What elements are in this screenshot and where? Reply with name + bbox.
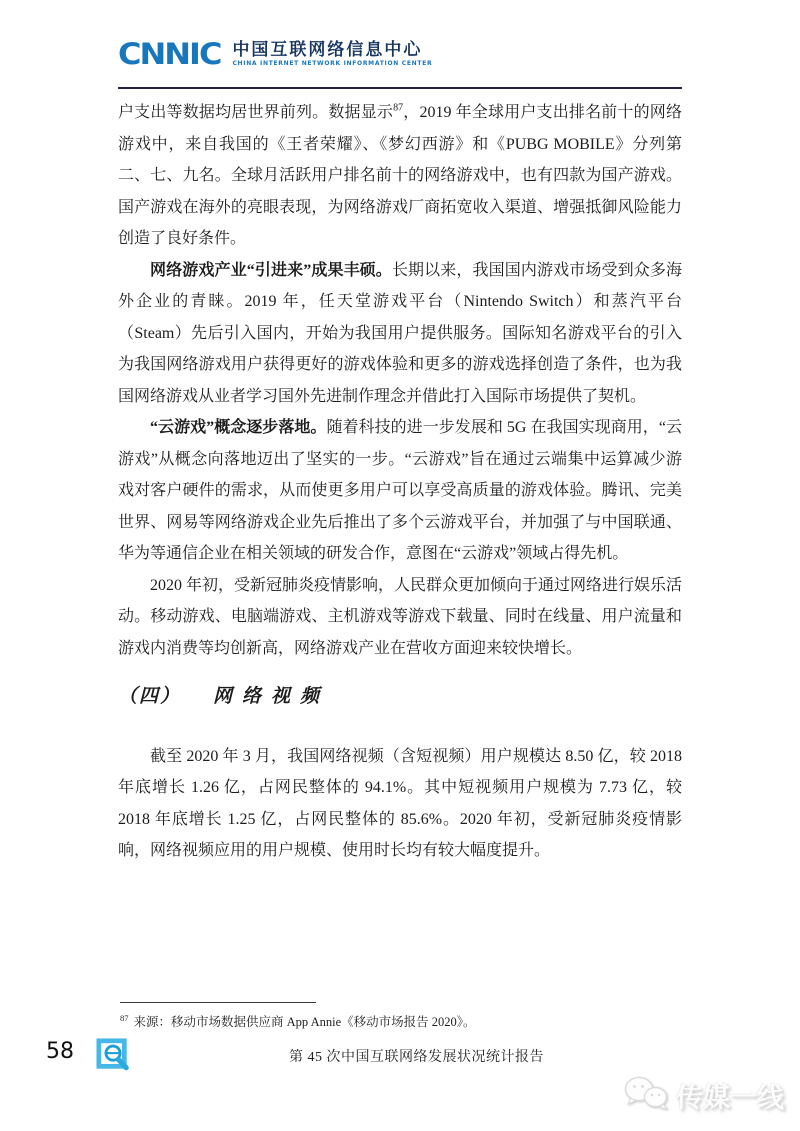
paragraph-cloud-gaming: “云游戏”概念逐步落地。随着科技的进一步发展和 5G 在我国实现商用，“云游戏”从概念向落地迈出了坚实的一步。“云游戏”旨在通过云端集中运算减少游戏对客户硬件的需求，从而使更多用户可以享受高质量的游戏体验。腾讯、完美世界、网易等网络游戏企业先后推出了多个云游戏平台，并加强了与中国联通、华为等通信企业在相关领域的研发合作，意图在“云游戏”领域占得先机。 [118,419,682,562]
paragraph-covid-gaming: 2020 年初，受新冠肺炎疫情影响，人民群众更加倾向于通过网络进行娱乐活动。移动游戏、电脑端游戏、主机游戏等游戏下载量、同时在线量、用户流量和游戏内消费等均创新高，网络游戏产业在营收方面迎来较快增长。 [118,576,683,657]
paragraph-game-import: 网络游戏产业“引进来”成果丰硕。长期以来，我国国内游戏市场受到众多海外企业的青睐。2019 年，任天堂游戏平台（Nintendo Switch）和蒸汽平台（Steam）先后引入国内，开始为我国用户提供服务。国际知名游戏平台的引入为我国网络游戏用户获得更好的游戏体验和更多的游戏选择创造了条件，也为我国网络游戏从业者学习国外先进制作理念并借此打入国际市场提供了契机。 [118,261,682,405]
page-header [118,38,682,70]
page-number: 58 [46,1039,74,1064]
footnote-divider [120,1002,316,1003]
section-number: （四） [118,686,182,707]
footer-report-title: 第 45 次中国互联网络发展状况统计报告 [289,1050,544,1065]
report-logo-icon [96,1038,130,1072]
watermark [623,1074,784,1117]
document-body [118,97,682,867]
footnote-ref-87: 87 [393,102,404,114]
org-name-en: CHINA INTERNET NETWORK INFORMATION CENTER [232,60,433,68]
section-title: 网络视频 [213,686,330,707]
cnnic-logo: CNNIC [118,36,221,72]
header-divider [118,87,682,89]
org-name-cn: 中国互联网络信息中心 [232,39,423,59]
footnote: $^{87}$ 来源：移动市场数据供应商 App Annie《移动市场报告 2020》。 [120,1012,476,1029]
footnote-marker: 87 [120,1012,129,1023]
org-names [232,40,432,68]
watermark-text: 传媒一线 [676,1083,784,1114]
section-heading-online-video [118,681,682,713]
paragraph-online-video: 截至 2020 年 3 月，我国网络视频（含短视频）用户规模达 8.50 亿，较 2018 年底增长 1.26 亿，占网民整体的 94.1%。其中短视频用户规模为 7.73 亿，较 2018 年底增长 1.25 亿，占网民整体的 85.6%。2020 年初，受新冠肺炎疫情影响，网络视频应用的用户规模、使用时长均有较大幅度提升。 [118,747,682,859]
paragraph-game-overseas: 户支出等数据均居世界前列。数据显示$^{87}$，2019 年全球用户支出排名前十的网络游戏中，来自我国的《王者荣耀》、《梦幻西游》和《PUBG MOBILE》分列第二、七、九名。全球月活跃用户排名前十的网络游戏中，也有四款为国产游戏。国产游戏在海外的亮眼表现，为网络游戏厂商拓宽收入渠道、增强抵御风险能力创造了良好条件。 [118,102,682,247]
wechat-icon [623,1074,669,1117]
